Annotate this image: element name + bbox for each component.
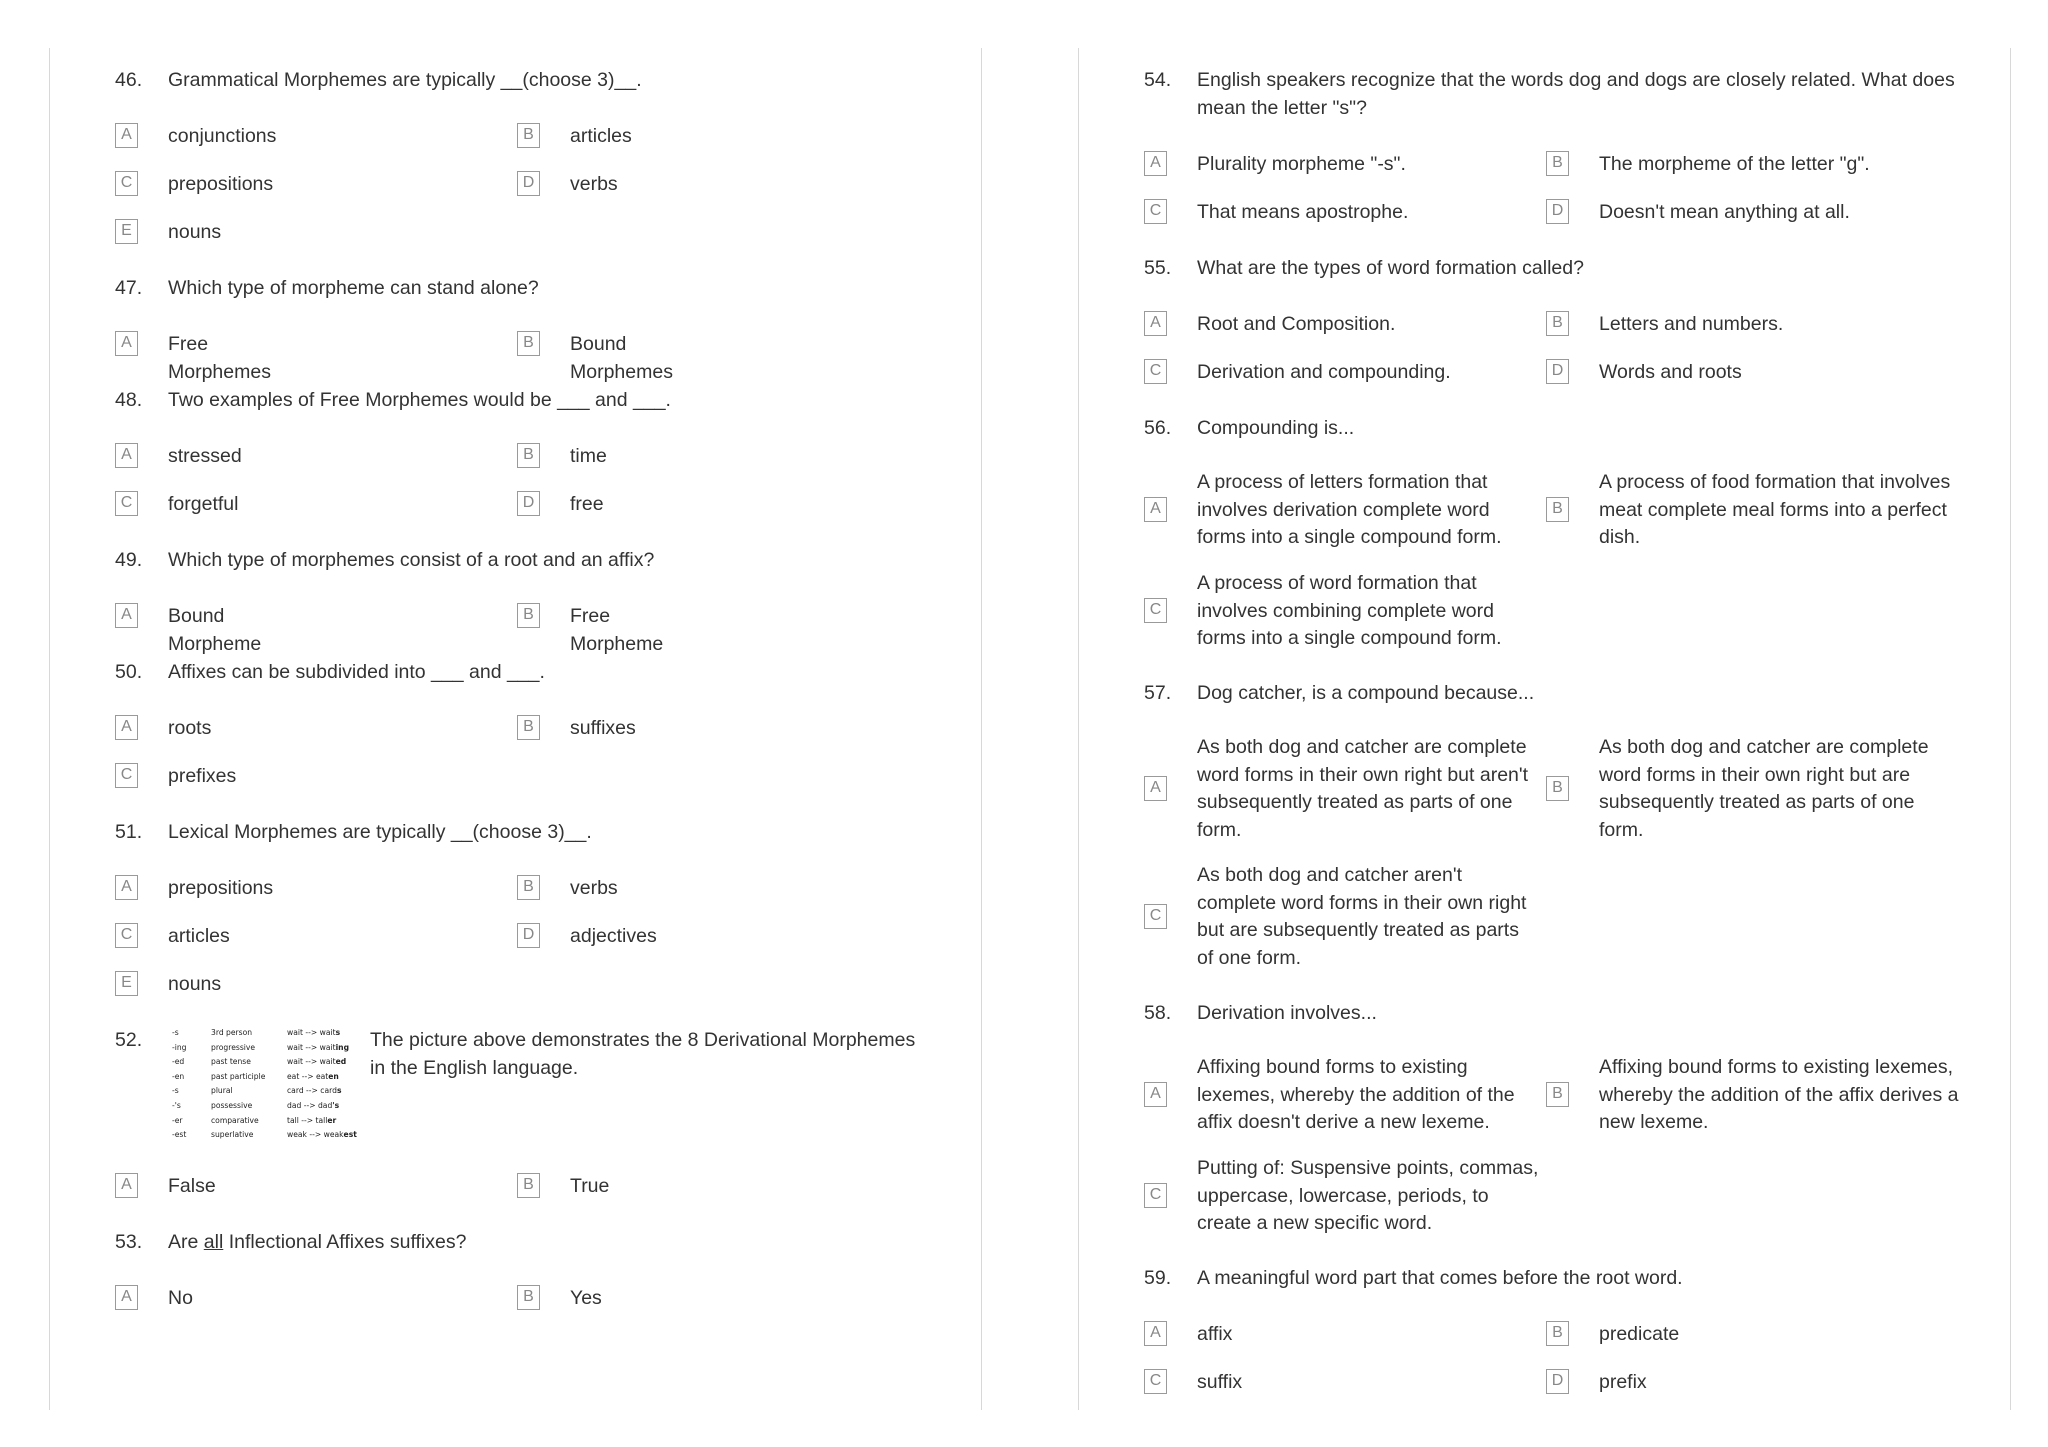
option-letter-box: A: [1144, 776, 1167, 801]
option-text: free: [570, 493, 604, 515]
morpheme-example: card --> cards: [287, 1086, 342, 1096]
option-text: Affixing bound forms to existing lexemes, whereby the addition of the affix doesn't derive a new lexeme.: [1197, 1056, 1515, 1133]
option-text: Doesn't mean anything at all.: [1599, 201, 1850, 223]
option-letter-box: B: [517, 875, 540, 900]
option-letter-box: B: [517, 715, 540, 740]
option-letter-box: A: [115, 1173, 138, 1198]
option-letter-box: E: [115, 219, 138, 244]
morpheme-meaning: progressive: [211, 1042, 256, 1052]
option-letter-box: D: [517, 923, 540, 948]
question-text: The picture above demonstrates the 8 Derivational Morphemes in the English language.: [370, 1029, 916, 1079]
option-letter-box: D: [517, 491, 540, 516]
question-text-part: Are: [168, 1231, 204, 1253]
option-text: prefixes: [168, 765, 237, 787]
option-text: No: [168, 1287, 193, 1309]
option-letter-box: C: [1144, 359, 1167, 384]
option-text: predicate: [1599, 1323, 1680, 1345]
morpheme-meaning: plural: [211, 1086, 233, 1096]
morpheme-meaning: past participle: [211, 1071, 266, 1081]
question-text: Which type of morphemes consist of a root and an affix?: [168, 549, 655, 571]
option-text: articles: [168, 925, 230, 947]
question-number: 48.: [115, 389, 143, 411]
option-text: As both dog and catcher are complete word forms in their own right but aren't subsequently treated as parts of one form.: [1197, 736, 1529, 841]
morpheme-example: weak --> weakest: [287, 1130, 357, 1140]
option-text: prepositions: [168, 877, 274, 899]
question-number: 49.: [115, 549, 143, 571]
question-text: Dog catcher, is a compound because...: [1197, 682, 1535, 704]
question-number: 53.: [115, 1231, 143, 1253]
option-letter-box: A: [115, 603, 138, 628]
option-letter-box: B: [1546, 311, 1569, 336]
page-border-left: [49, 48, 50, 1410]
question-number: 55.: [1144, 257, 1172, 279]
option-letter-box: C: [1144, 199, 1167, 224]
page-border-middle-right: [1078, 48, 1079, 1410]
question-text-part: Inflectional Affixes suffixes?: [223, 1231, 467, 1253]
question-number: 52.: [115, 1029, 143, 1051]
option-text: stressed: [168, 445, 242, 467]
morpheme-suffix: -'s: [172, 1101, 181, 1110]
morpheme-meaning: superlative: [211, 1130, 254, 1140]
option-letter-box: A: [1144, 497, 1167, 522]
question-number: 58.: [1144, 1002, 1172, 1024]
option-text: As both dog and catcher aren't complete word forms in their own right but are subsequently treated as parts of one form.: [1197, 864, 1527, 969]
question-number: 46.: [115, 69, 143, 91]
option-letter-box: B: [1546, 1082, 1569, 1107]
option-text: nouns: [168, 973, 222, 995]
option-letter-box: B: [517, 443, 540, 468]
morpheme-suffix: -s: [172, 1086, 179, 1096]
option-letter-box: A: [1144, 311, 1167, 336]
morpheme-meaning: 3rd person: [211, 1028, 253, 1037]
morpheme-meaning: comparative: [211, 1115, 259, 1125]
morpheme-suffix: -er: [172, 1115, 183, 1125]
option-text: Derivation and compounding.: [1197, 361, 1451, 383]
morpheme-suffix: -s: [172, 1028, 179, 1037]
option-text: roots: [168, 717, 212, 739]
option-letter-box: A: [115, 715, 138, 740]
option-text: suffix: [1197, 1371, 1243, 1393]
option-letter-box: D: [1546, 1369, 1569, 1394]
option-text: prefix: [1599, 1371, 1647, 1393]
question-text: A meaningful word part that comes before the root word.: [1197, 1267, 1683, 1289]
question-number: 57.: [1144, 682, 1172, 704]
option-text: The morpheme of the letter "g".: [1599, 153, 1870, 175]
option-letter-box: A: [115, 331, 138, 356]
option-text: Putting of: Suspensive points, commas, uppercase, lowercase, periods, to create a new specific word.: [1197, 1157, 1539, 1234]
option-text: verbs: [570, 173, 618, 195]
option-text: Plurality morpheme "-s".: [1197, 153, 1406, 175]
option-letter-box: B: [517, 331, 540, 356]
option-text: Words and roots: [1599, 361, 1742, 383]
option-text: affix: [1197, 1323, 1233, 1345]
option-letter-box: C: [115, 763, 138, 788]
question-text: What are the types of word formation called?: [1197, 257, 1584, 279]
option-text: A process of food formation that involves meat complete meal forms into a perfect dish.: [1599, 471, 1951, 548]
question-number: 56.: [1144, 417, 1172, 439]
option-letter-box: C: [1144, 904, 1167, 929]
question-text: Grammatical Morphemes are typically __(choose 3)__.: [168, 69, 642, 91]
option-text: nouns: [168, 221, 222, 243]
option-letter-box: A: [115, 1285, 138, 1310]
option-text: conjunctions: [168, 125, 277, 147]
morpheme-meaning: past tense: [211, 1057, 251, 1067]
option-text: Bound Morphemes: [570, 333, 673, 383]
option-letter-box: B: [517, 1285, 540, 1310]
option-letter-box: A: [115, 443, 138, 468]
option-text: Affixing bound forms to existing lexemes, whereby the addition of the affix derives a new lexeme.: [1599, 1056, 1959, 1133]
option-letter-box: B: [1546, 1321, 1569, 1346]
morpheme-example: eat --> eaten: [287, 1071, 339, 1081]
option-letter-box: D: [517, 171, 540, 196]
option-text: time: [570, 445, 607, 467]
morpheme-suffix: -ing: [172, 1042, 187, 1052]
option-text: False: [168, 1175, 216, 1197]
morpheme-example: wait --> waited: [287, 1057, 347, 1067]
option-text: suffixes: [570, 717, 636, 739]
option-text: True: [570, 1175, 610, 1197]
option-letter-box: C: [1144, 598, 1167, 623]
question-text: Two examples of Free Morphemes would be ___ and ___.: [168, 389, 671, 411]
morpheme-meaning: possessive: [211, 1101, 253, 1110]
option-text: articles: [570, 125, 632, 147]
option-text: Yes: [570, 1287, 602, 1309]
option-letter-box: C: [1144, 1369, 1167, 1394]
option-text: A process of letters formation that involves derivation complete word forms into a single compound form.: [1197, 471, 1502, 548]
option-letter-box: B: [517, 123, 540, 148]
option-text: As both dog and catcher are complete word forms in their own right but are subsequently treated as parts of one form.: [1599, 736, 1929, 841]
morpheme-example: dad --> dad's: [287, 1101, 340, 1110]
option-letter-box: B: [1546, 497, 1569, 522]
option-letter-box: B: [517, 603, 540, 628]
option-text: forgetful: [168, 493, 239, 515]
page-border-right: [2010, 48, 2011, 1410]
option-letter-box: D: [1546, 359, 1569, 384]
question-text: Lexical Morphemes are typically __(choose 3)__.: [168, 821, 592, 843]
option-letter-box: A: [1144, 1082, 1167, 1107]
option-letter-box: B: [1546, 151, 1569, 176]
question-text: Compounding is...: [1197, 417, 1355, 439]
question-number: 54.: [1144, 69, 1172, 91]
option-letter-box: D: [1546, 199, 1569, 224]
option-letter-box: E: [115, 971, 138, 996]
option-text: Free Morpheme: [570, 605, 664, 655]
option-text: adjectives: [570, 925, 657, 947]
morpheme-suffix: -est: [172, 1130, 187, 1140]
option-text: prepositions: [168, 173, 274, 195]
morpheme-example: tall --> taller: [287, 1115, 337, 1125]
option-text: That means apostrophe.: [1197, 201, 1409, 223]
option-letter-box: A: [115, 875, 138, 900]
option-letter-box: C: [1144, 1183, 1167, 1208]
page-border-middle-left: [981, 48, 982, 1410]
morpheme-suffix: -en: [172, 1071, 185, 1081]
option-letter-box: B: [1546, 776, 1569, 801]
morpheme-suffix: -ed: [172, 1057, 185, 1067]
question-text: [168, 1229, 928, 1257]
question-number: 59.: [1144, 1267, 1172, 1289]
option-letter-box: A: [115, 123, 138, 148]
question-number: 47.: [115, 277, 143, 299]
question-52-text: [370, 1027, 930, 1082]
option-letter-box: C: [115, 491, 138, 516]
question-text-underlined: all: [203, 1231, 224, 1253]
morpheme-example: wait --> waits: [287, 1028, 341, 1037]
question-number: 51.: [115, 821, 143, 843]
option-text: A process of word formation that involves combining complete word forms into a single compound form.: [1197, 572, 1502, 649]
question-text: Derivation involves...: [1197, 1002, 1377, 1024]
option-letter-box: B: [517, 1173, 540, 1198]
option-text: verbs: [570, 877, 618, 899]
option-text: Bound Morpheme: [168, 605, 262, 655]
morpheme-example: wait --> waiting: [287, 1042, 350, 1052]
option-text: Free Morphemes: [168, 333, 271, 383]
option-letter-box: A: [1144, 1321, 1167, 1346]
question-number: 50.: [115, 661, 143, 683]
option-letter-box: C: [115, 923, 138, 948]
option-letter-box: C: [115, 171, 138, 196]
question-text: English speakers recognize that the words dog and dogs are closely related. What does mean the letter "s"?: [1197, 69, 1955, 119]
option-letter-box: A: [1144, 151, 1167, 176]
option-text: Letters and numbers.: [1599, 313, 1784, 335]
morpheme-table-image: [172, 1026, 372, 1146]
option-text: Root and Composition.: [1197, 313, 1396, 335]
question-text: Which type of morpheme can stand alone?: [168, 277, 539, 299]
question-text: Affixes can be subdivided into ___ and ___.: [168, 661, 545, 683]
